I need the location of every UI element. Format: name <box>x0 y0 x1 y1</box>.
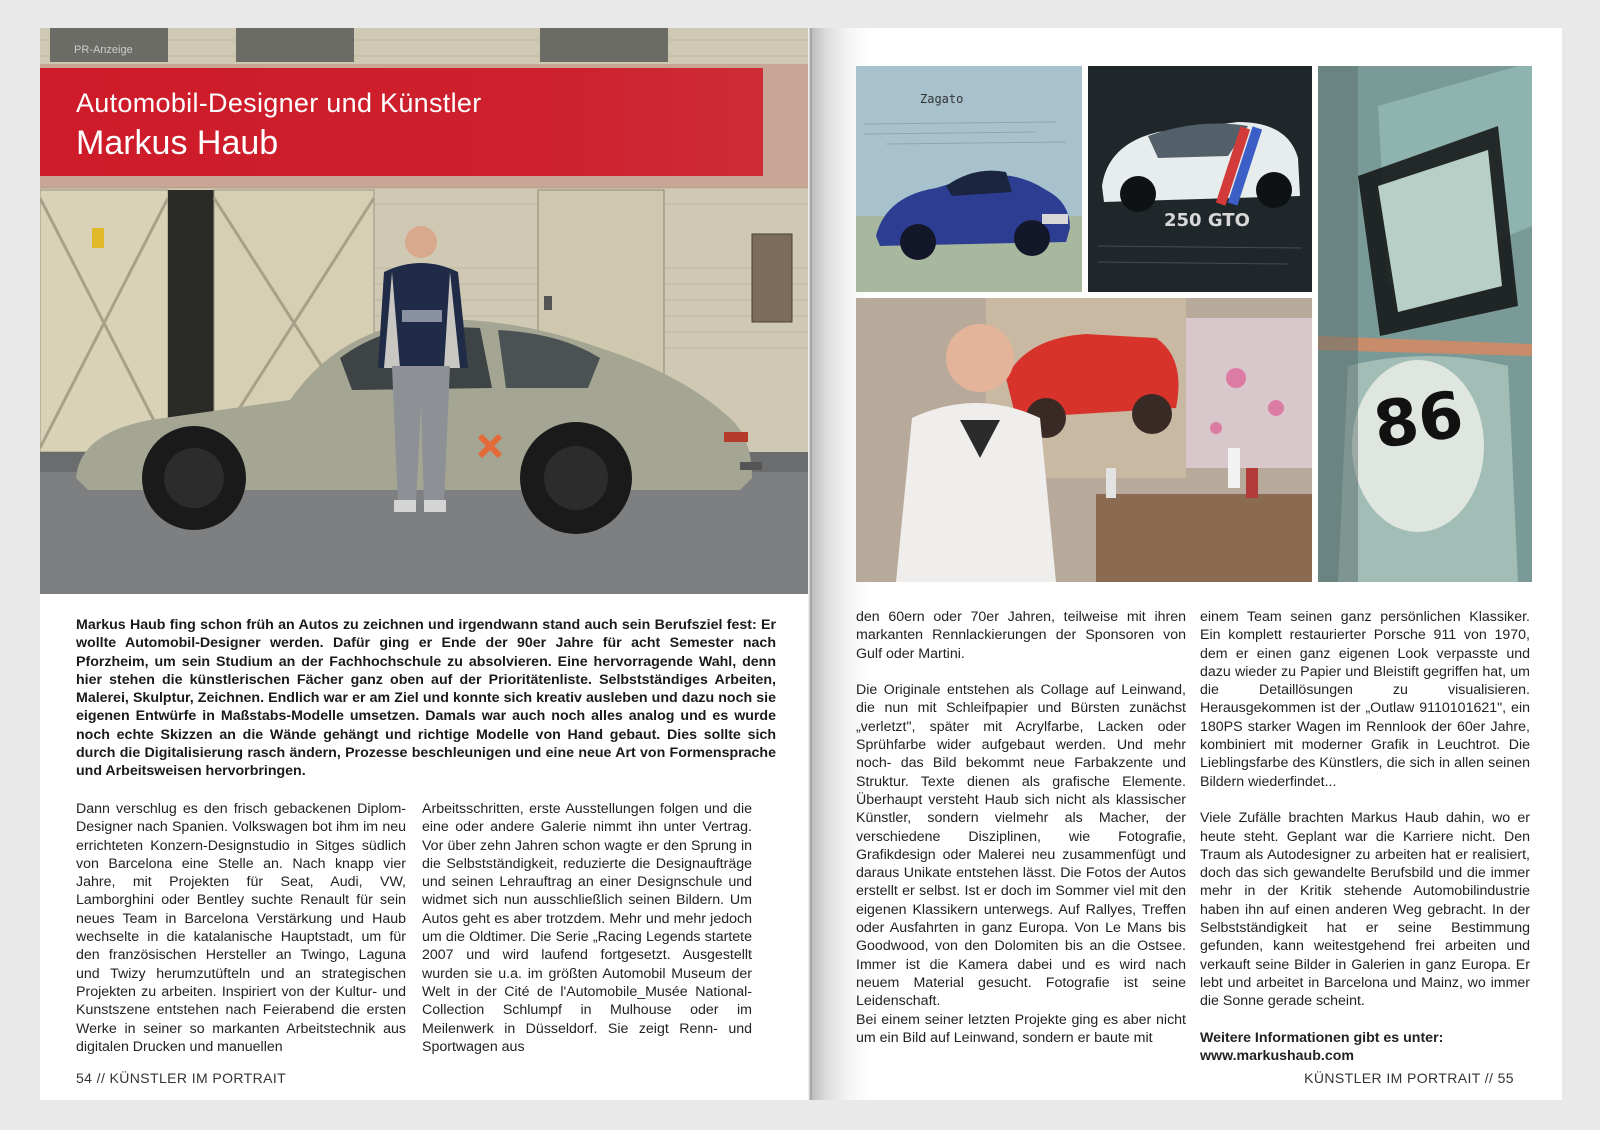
article-title: Markus Haub <box>76 124 279 162</box>
painting-number-86: 86 <box>1369 378 1468 464</box>
body-paragraph: einem Team seinen ganz persönlichen Klassiker. Ein komplett restaurierter Porsche 911 von 1970, dem er einen ganz eigenen Look verpasste und dazu wieder zu Papier und Bleistift gegriffen hat, um die Detaillösungen zu visualisieren. Herausgekommen ist der „Outlaw 9110101621", ein 180PS starker Wagen im Rennlook der 60er Jahre, kombiniert mit moderner Grafik in Leuchtrot. Die Lieblingsfarbe des Künstlers, die sich in allen seinen Bildern wiederfindet... <box>1200 609 1530 790</box>
left-page <box>40 28 810 1100</box>
page-footer-right: KÜNSTLER IM PORTRAIT // 55 <box>1304 1070 1514 1086</box>
page-footer-left: 54 // KÜNSTLER IM PORTRAIT <box>76 1070 287 1086</box>
hero-photo <box>40 28 810 594</box>
lead-paragraph: Markus Haub fing schon früh an Autos zu zeichnen und irgendwann stand auch sein Berufsziel fest: Er wollte Automobil-Designer werden. Dafür ging er Ende der 90er Jahre für acht Semester nach Pforzheim, um sein Studium an der Fachhochschule zu absolvieren. Eine hervorragende Wahl, denn hier stehen die künstlerischen Fächer ganz oben auf der Prioritätenliste. Selbstständiges Arbeiten, Malerei, Skulptur, Zeichnen. Endlich war er am Ziel und konnte sich kreativ ausleben und dazu noch sie eigenen Entwürfe in Maßstabs-Modelle umsetzen. Damals war auch noch alles analog und es wurde noch echte Skizzen an die Wände gehängt und richtige Modelle von Hand gebaut. Dies sollte sich durch die Digitalisierung rasch ändern, Prozesse beschleunigen und eine neue Art von Formensprache und Arbeitsweisen hervorbringen. <box>76 617 776 780</box>
painting-text-250gto: 250 GTO <box>1164 210 1250 231</box>
painting-detail-86-art <box>1318 66 1532 582</box>
text-column-left-1 <box>76 800 406 1056</box>
title-band <box>40 68 763 176</box>
right-page <box>812 28 1562 1100</box>
painting-detail-86 <box>1318 66 1532 582</box>
pr-label: PR-Anzeige <box>74 44 133 56</box>
body-paragraph: Arbeitsschritten, erste Ausstellungen folgen und die eine oder andere Galerie nimmt ihn unter Vertrag. Vor über zehn Jahren schon wagte er den Sprung in die Selbstständigkeit, reduzierte die Designaufträge und seinen Lehrauftrag an einer Designschule und widmet sich nun ausschließlich seinen Bildern. Um Autos geht es aber trotzdem. Mehr und mehr jedoch um die Oldtimer. Die Serie „Racing Legends startete 2007 und wird laufend fortgesetzt. Ausgestellt wurden sie u.a. im größten Automobil Museum der Welt in der Cité de l'Automobile_Musée National-Collection Schlumpf in Mulhouse oder im Meilenwerk in Düsseldorf. Sie zeigt Renn- und Sportwagen aus <box>422 801 752 1055</box>
article-subtitle: Automobil-Designer und Künstler <box>76 88 482 118</box>
artist-studio-photo <box>856 298 1312 582</box>
painting-zagato <box>856 66 1082 292</box>
text-column-right-2 <box>1200 608 1530 1065</box>
body-paragraph: Dann verschlug es den frisch gebackenen Diplom-Designer nach Spanien. Volkswagen bot ihm im neu errichteten Konzern-Designstudio in Sitges südlich von Barcelona eine Stelle an. Nach knapp vier Jahre, mit Projekten für Seat, Audi, VW, Lamborghini oder Bentley suchte Renault für sein neues Team in Barcelona Verstärkung und Haub wechselte in die katalanische Hauptstadt, um für den französischen Hersteller an Twingo, Laguna und Twizy herumzutüfteln und an strategischen Projekten zu arbeiten. Inspiriert von der Kultur- und Kunstszene entstehen nach Feierabend die ersten Werke in seiner so markanten Arbeitstechnik aus digitalen Drucken und manuellen <box>76 801 406 1055</box>
painting-250gto-art <box>1088 66 1312 292</box>
painting-text-zagato: Zagato <box>920 92 964 106</box>
text-column-right-1 <box>856 608 1186 1047</box>
body-paragraph: Viele Zufälle brachten Markus Haub dahin, wo er heute steht. Geplant war die Karriere nicht. Den Traum als Autodesigner zu arbeiten hat er realisiert, doch das sich gewandelte Berufsbild und die immer mehr in der Kritik stehende Automobilindustrie haben ihn auf einen anderen Weg gebracht. In der Selbstständigkeit hat er seine Bestimmung gefunden, kann weitestgehend frei arbeiten und verkauft seine Bilder in Galerien in ganz Europa. Er lebt und arbeitet in Barcelona und Mainz, wo immer die Sonne gerade scheint. <box>1200 810 1530 1010</box>
website-link[interactable]: www.markushaub.com <box>1200 1048 1354 1065</box>
body-paragraph: den 60ern oder 70er Jahren, teilweise mit ihren markanten Rennlackierungen der Sponsoren von Gulf oder Martini. <box>856 609 1186 662</box>
body-paragraph: Die Originale entstehen als Collage auf Leinwand, die nun mit Schleifpapier und Bürsten zunächst „verletzt", später mit Acrylfarbe, Lacken oder Sprühfarbe wider aufgebaut werden. Und mehr noch- das Bild bekommt neue Farbakzente und Struktur. Texte dienen als grafische Elemente. Überhaupt versteht Haub sich nicht als klassischer Künstler, sondern vielmehr als Macher, der verschiedene Disziplinen, wie Fotografie, Grafikdesign oder Malerei neu zusammenfügt und daraus Unikate entstehen lässt. Die Fotos der Autos erstellt er selbst. Ist er doch im Sommer viel mit den eigenen Klassikern unterwegs. Auf Rallyes, Treffen oder Ausfahrten in ganz Europa. Von Le Mans bis Goodwood, von den Dolomiten bis an die Ostsee. Immer ist die Kamera dabei und es wird nach neuem Material gesucht. Fotografie ist seine Leidenschaft. <box>856 682 1186 1010</box>
painting-250gto <box>1088 66 1312 292</box>
artist-studio-scene <box>856 298 1312 582</box>
body-paragraph: Bei einem seiner letzten Projekte ging es aber nicht um ein Bild auf Leinwand, sondern er baute mit <box>856 1011 1186 1046</box>
painting-zagato-art <box>856 66 1082 292</box>
info-heading: Weitere Informationen gibt es unter: <box>1200 1029 1444 1046</box>
text-column-left-2 <box>422 800 752 1056</box>
